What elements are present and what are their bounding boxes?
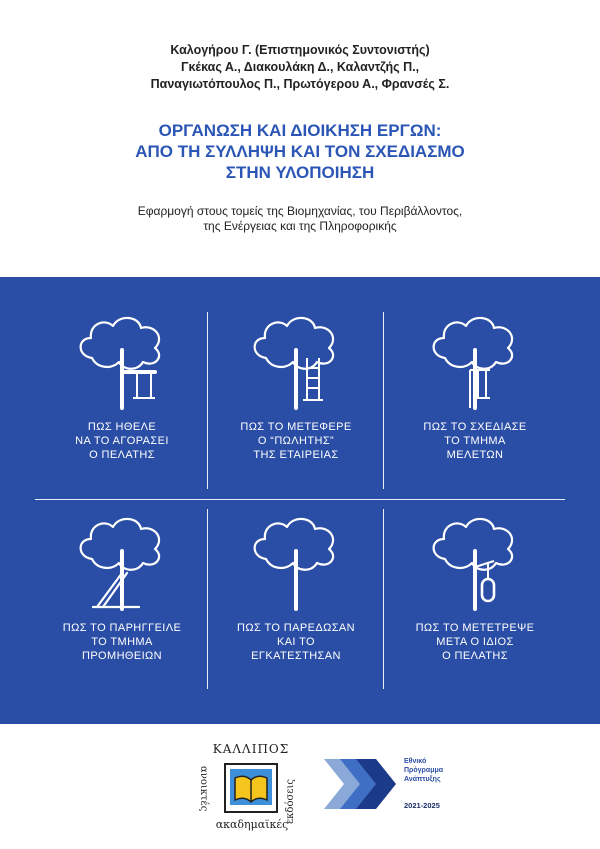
chevron-arrows-icon [322, 755, 402, 813]
caption-line: ΕΓΚΑΤΕΣΤΗΣΑΝ [251, 650, 341, 662]
caption-line: ΜΕΛΕΤΩΝ [446, 449, 504, 461]
panel-caption-2 [211, 420, 381, 462]
book-title [0, 120, 600, 183]
divider-vertical [383, 509, 384, 689]
authors-line-3: Παναγιωτόπουλος Π., Πρωτόγερου Α., Φρανσές Σ. [150, 77, 450, 91]
program-years: 2021-2025 [404, 801, 440, 810]
program-line: Εθνικό [404, 758, 427, 765]
caption-line: ΠΩΣ ΗΘΕΛΕ [87, 421, 157, 433]
caption-line: Ο “ΠΩΛΗΤΗΣ” [257, 435, 335, 447]
caption-line: ΚΑΙ ΤΟ [276, 636, 316, 648]
program-name [404, 757, 443, 784]
panel-cell-2 [211, 310, 381, 462]
authors-block [0, 42, 600, 93]
authors-line-1: Καλογήρου Γ. (Επιστημονικός Συντονιστής) [170, 43, 430, 57]
title-line-3: ΣΤΗΝ ΥΛΟΠΟΙΗΣΗ [225, 163, 375, 182]
caption-line: ΝΑ ΤΟ ΑΓΟΡΑΣΕΙ [75, 435, 169, 447]
panel-cell-5 [211, 511, 381, 663]
panel-caption-1 [37, 420, 207, 462]
caption-line: ΠΩΣ ΤΟ ΣΧΕΔΙΑΣΕ [423, 421, 527, 433]
tree-swing-panel [0, 277, 600, 724]
caption-line: ΤΟ ΤΜΗΜΑ [444, 435, 506, 447]
panel-caption-5 [211, 621, 381, 663]
tree-swing-icon [67, 310, 177, 410]
book-subtitle [0, 204, 600, 234]
divider-vertical [207, 312, 208, 489]
authors-line-2: Γκέκας Α., Διακουλάκη Δ., Καλαντζής Π., [180, 60, 420, 74]
kallipos-logo [193, 742, 313, 834]
tree-ladder-swing-icon [241, 310, 351, 410]
tree-frame-swing-icon [420, 310, 530, 410]
caption-line: ΤΟ ΤΜΗΜΑ [91, 636, 153, 648]
tree-slide-icon [67, 511, 177, 611]
tree-stub-icon [241, 511, 351, 611]
caption-line: ΠΩΣ ΤΟ ΠΑΡΗΓΓΕΙΛΕ [62, 622, 182, 634]
publisher-bottom-text: ακαδημαϊκές [215, 818, 289, 831]
caption-line: ΤΗΣ ΕΤΑΙΡΕΙΑΣ [253, 449, 339, 461]
title-line-2: ΑΠΟ ΤΗ ΣΥΛΛΗΨΗ ΚΑΙ ΤΟΝ ΣΧΕΔΙΑΣΜΟ [135, 142, 465, 161]
caption-line: ΠΡΟΜΗΘΕΙΩΝ [81, 650, 163, 662]
program-line: Ανάπτυξης [404, 776, 441, 783]
divider-vertical [383, 312, 384, 489]
open-book-icon [223, 762, 279, 814]
panel-caption-6 [390, 621, 560, 663]
publisher-left-text: ανοικτές [198, 766, 209, 812]
caption-line: Ο ΠΕΛΑΤΗΣ [89, 449, 155, 461]
title-line-1: ΟΡΓΑΝΩΣΗ ΚΑΙ ΔΙΟΙΚΗΣΗ ΕΡΓΩΝ: [158, 121, 442, 140]
program-line: Πρόγραμμα [404, 767, 444, 774]
caption-line: ΠΩΣ ΤΟ ΠΑΡΕΔΩΣΑΝ [237, 622, 355, 634]
panel-caption-4 [37, 621, 207, 663]
divider-vertical [207, 509, 208, 689]
caption-line: ΠΩΣ ΤΟ ΜΕΤΕΤΡΕΨΕ [415, 622, 535, 634]
caption-line: Ο ΠΕΛΑΤΗΣ [442, 650, 508, 662]
panel-cell-3 [390, 310, 560, 462]
publisher-name: ΚΑΛΛΙΠΟΣ [212, 742, 290, 756]
program-logo [322, 755, 472, 815]
publisher-right-text: εκδόσεις [285, 779, 296, 824]
divider-horizontal [35, 499, 565, 500]
subtitle-line-2: της Ενέργειας και της Πληροφορικής [203, 219, 397, 233]
panel-caption-3 [390, 420, 560, 462]
subtitle-line-1: Εφαρμογή στους τομείς της Βιομηχανίας, του Περιβάλλοντος, [137, 204, 463, 218]
panel-cell-4 [37, 511, 207, 663]
caption-line: ΠΩΣ ΤΟ ΜΕΤΕΦΕΡΕ [240, 421, 352, 433]
panel-cell-1 [37, 310, 207, 462]
caption-line: ΜΕΤΑ Ο ΙΔΙΟΣ [436, 636, 514, 648]
panel-cell-6 [390, 511, 560, 663]
tree-tire-swing-icon [420, 511, 530, 611]
